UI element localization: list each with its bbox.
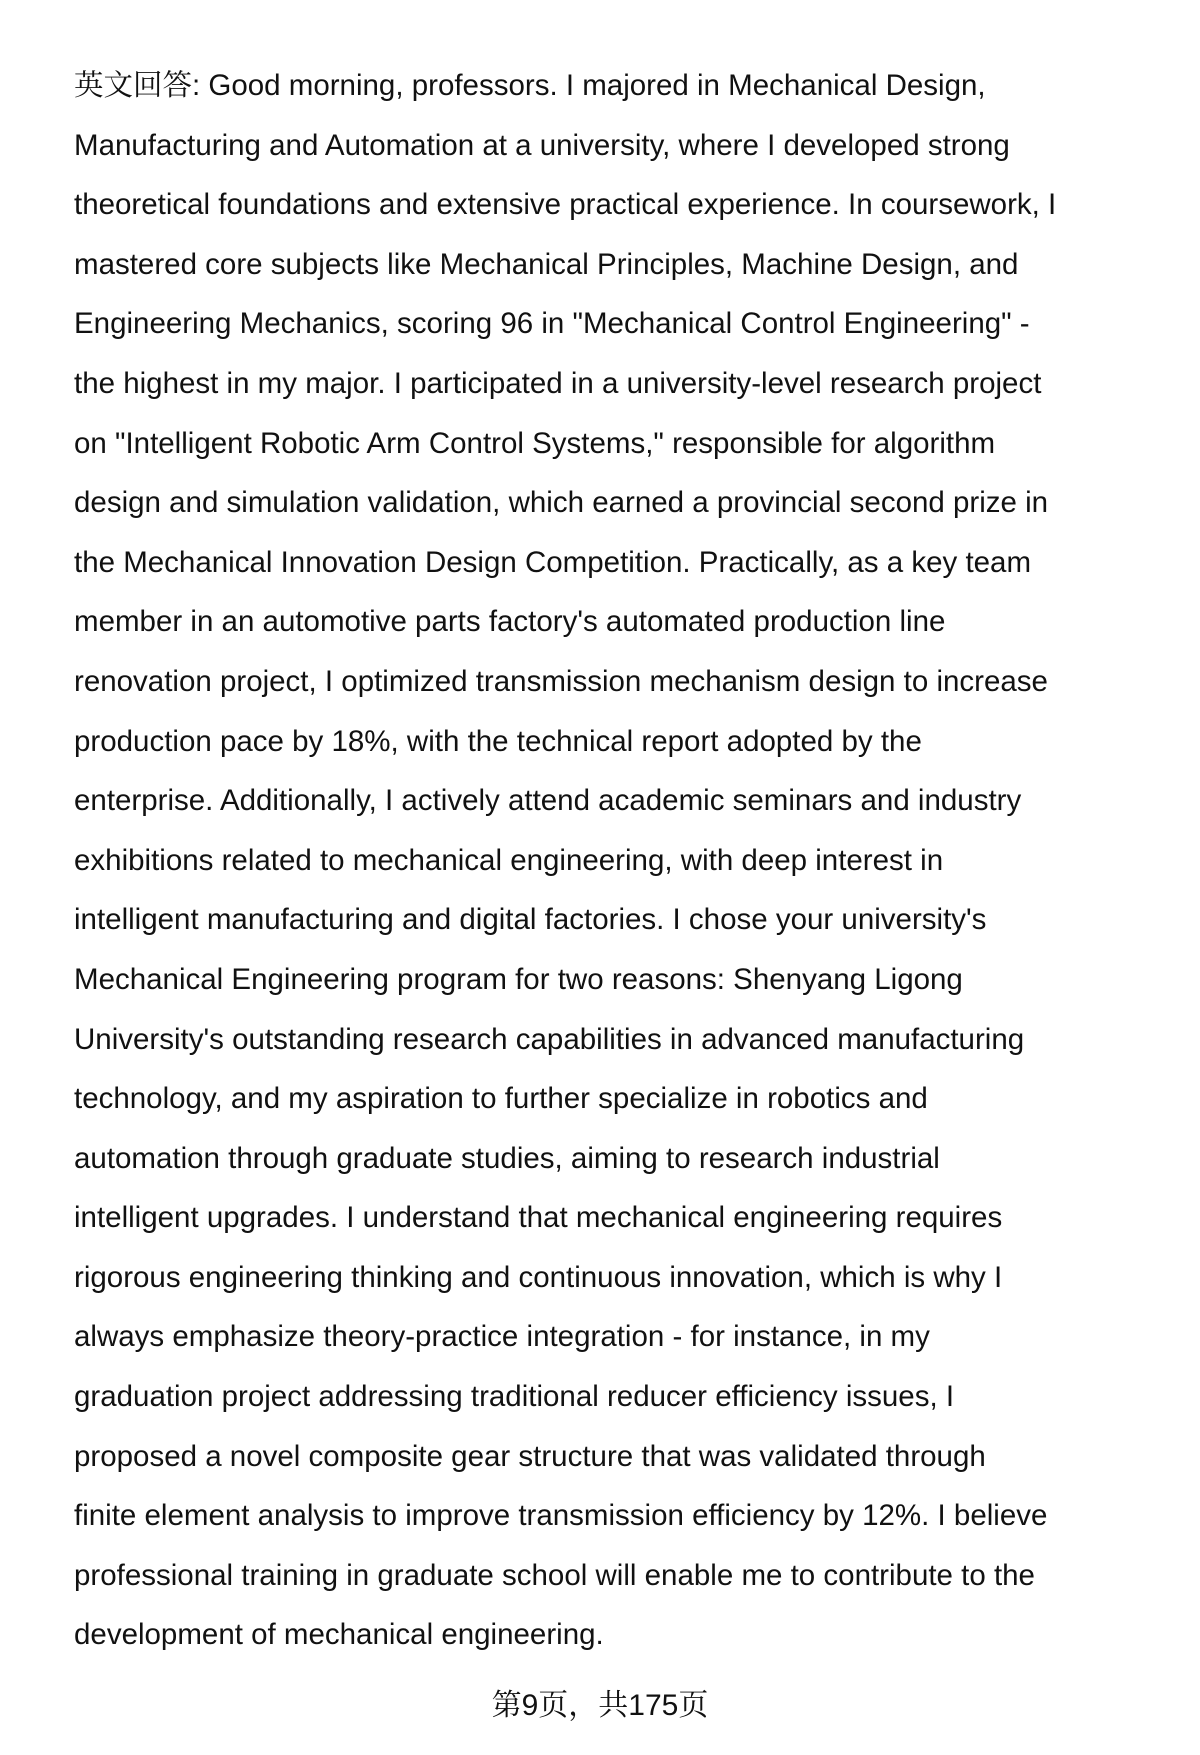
text-line: intelligent manufacturing and digital factories. I chose your university's [74, 903, 987, 937]
text-line: production pace by 18%, with the technical report adopted by the [74, 724, 922, 758]
text-line: mastered core subjects like Mechanical Principles, Machine Design, and [74, 247, 1019, 281]
text-line: exhibitions related to mechanical engineering, with deep interest in [74, 843, 944, 877]
text-line: the Mechanical Innovation Design Competition. Practically, as a key team [74, 545, 1032, 579]
text-line: 英文回答: Good morning, professors. I majored in Mechanical Design, [74, 69, 986, 102]
text-line: finite element analysis to improve transmission efficiency by 12%. I believe [74, 1499, 1048, 1533]
text-line: University's outstanding research capabilities in advanced manufacturing [74, 1022, 1025, 1056]
text-line: on "Intelligent Robotic Arm Control Systems," responsible for algorithm [74, 426, 996, 460]
page-number: 第9页，共175页 [491, 1689, 709, 1722]
text-line: Manufacturing and Automation at a university, where I developed strong [74, 128, 1010, 162]
text-line: design and simulation validation, which earned a provincial second prize in [74, 486, 1049, 520]
text-line: Engineering Mechanics, scoring 96 in "Mechanical Control Engineering" - [74, 307, 1030, 341]
text-line: the highest in my major. I participated in a university-level research project [74, 366, 1042, 400]
text-line: intelligent upgrades. I understand that mechanical engineering requires [74, 1201, 1003, 1235]
text-line: development of mechanical engineering. [74, 1618, 604, 1652]
text-line: technology, and my aspiration to further specialize in robotics and [74, 1082, 928, 1116]
text-line: enterprise. Additionally, I actively attend academic seminars and industry [74, 784, 1022, 818]
text-line: theoretical foundations and extensive practical experience. In coursework, I [74, 188, 1057, 222]
text-line: automation through graduate studies, aiming to research industrial [74, 1141, 940, 1175]
text-line: professional training in graduate school will enable me to contribute to the [74, 1558, 1035, 1592]
text-line: Mechanical Engineering program for two reasons: Shenyang Ligong [74, 962, 963, 996]
text-line: graduation project addressing traditional reducer efficiency issues, I [74, 1380, 955, 1414]
text-line: always emphasize theory-practice integration - for instance, in my [74, 1320, 930, 1354]
answer-text [74, 56, 1184, 1665]
text-line: proposed a novel composite gear structure that was validated through [74, 1439, 986, 1473]
text-line: renovation project, I optimized transmission mechanism design to increase [74, 664, 1048, 698]
text-line: rigorous engineering thinking and continuous innovation, which is why I [74, 1260, 1003, 1294]
text-line: member in an automotive parts factory's automated production line [74, 605, 946, 639]
